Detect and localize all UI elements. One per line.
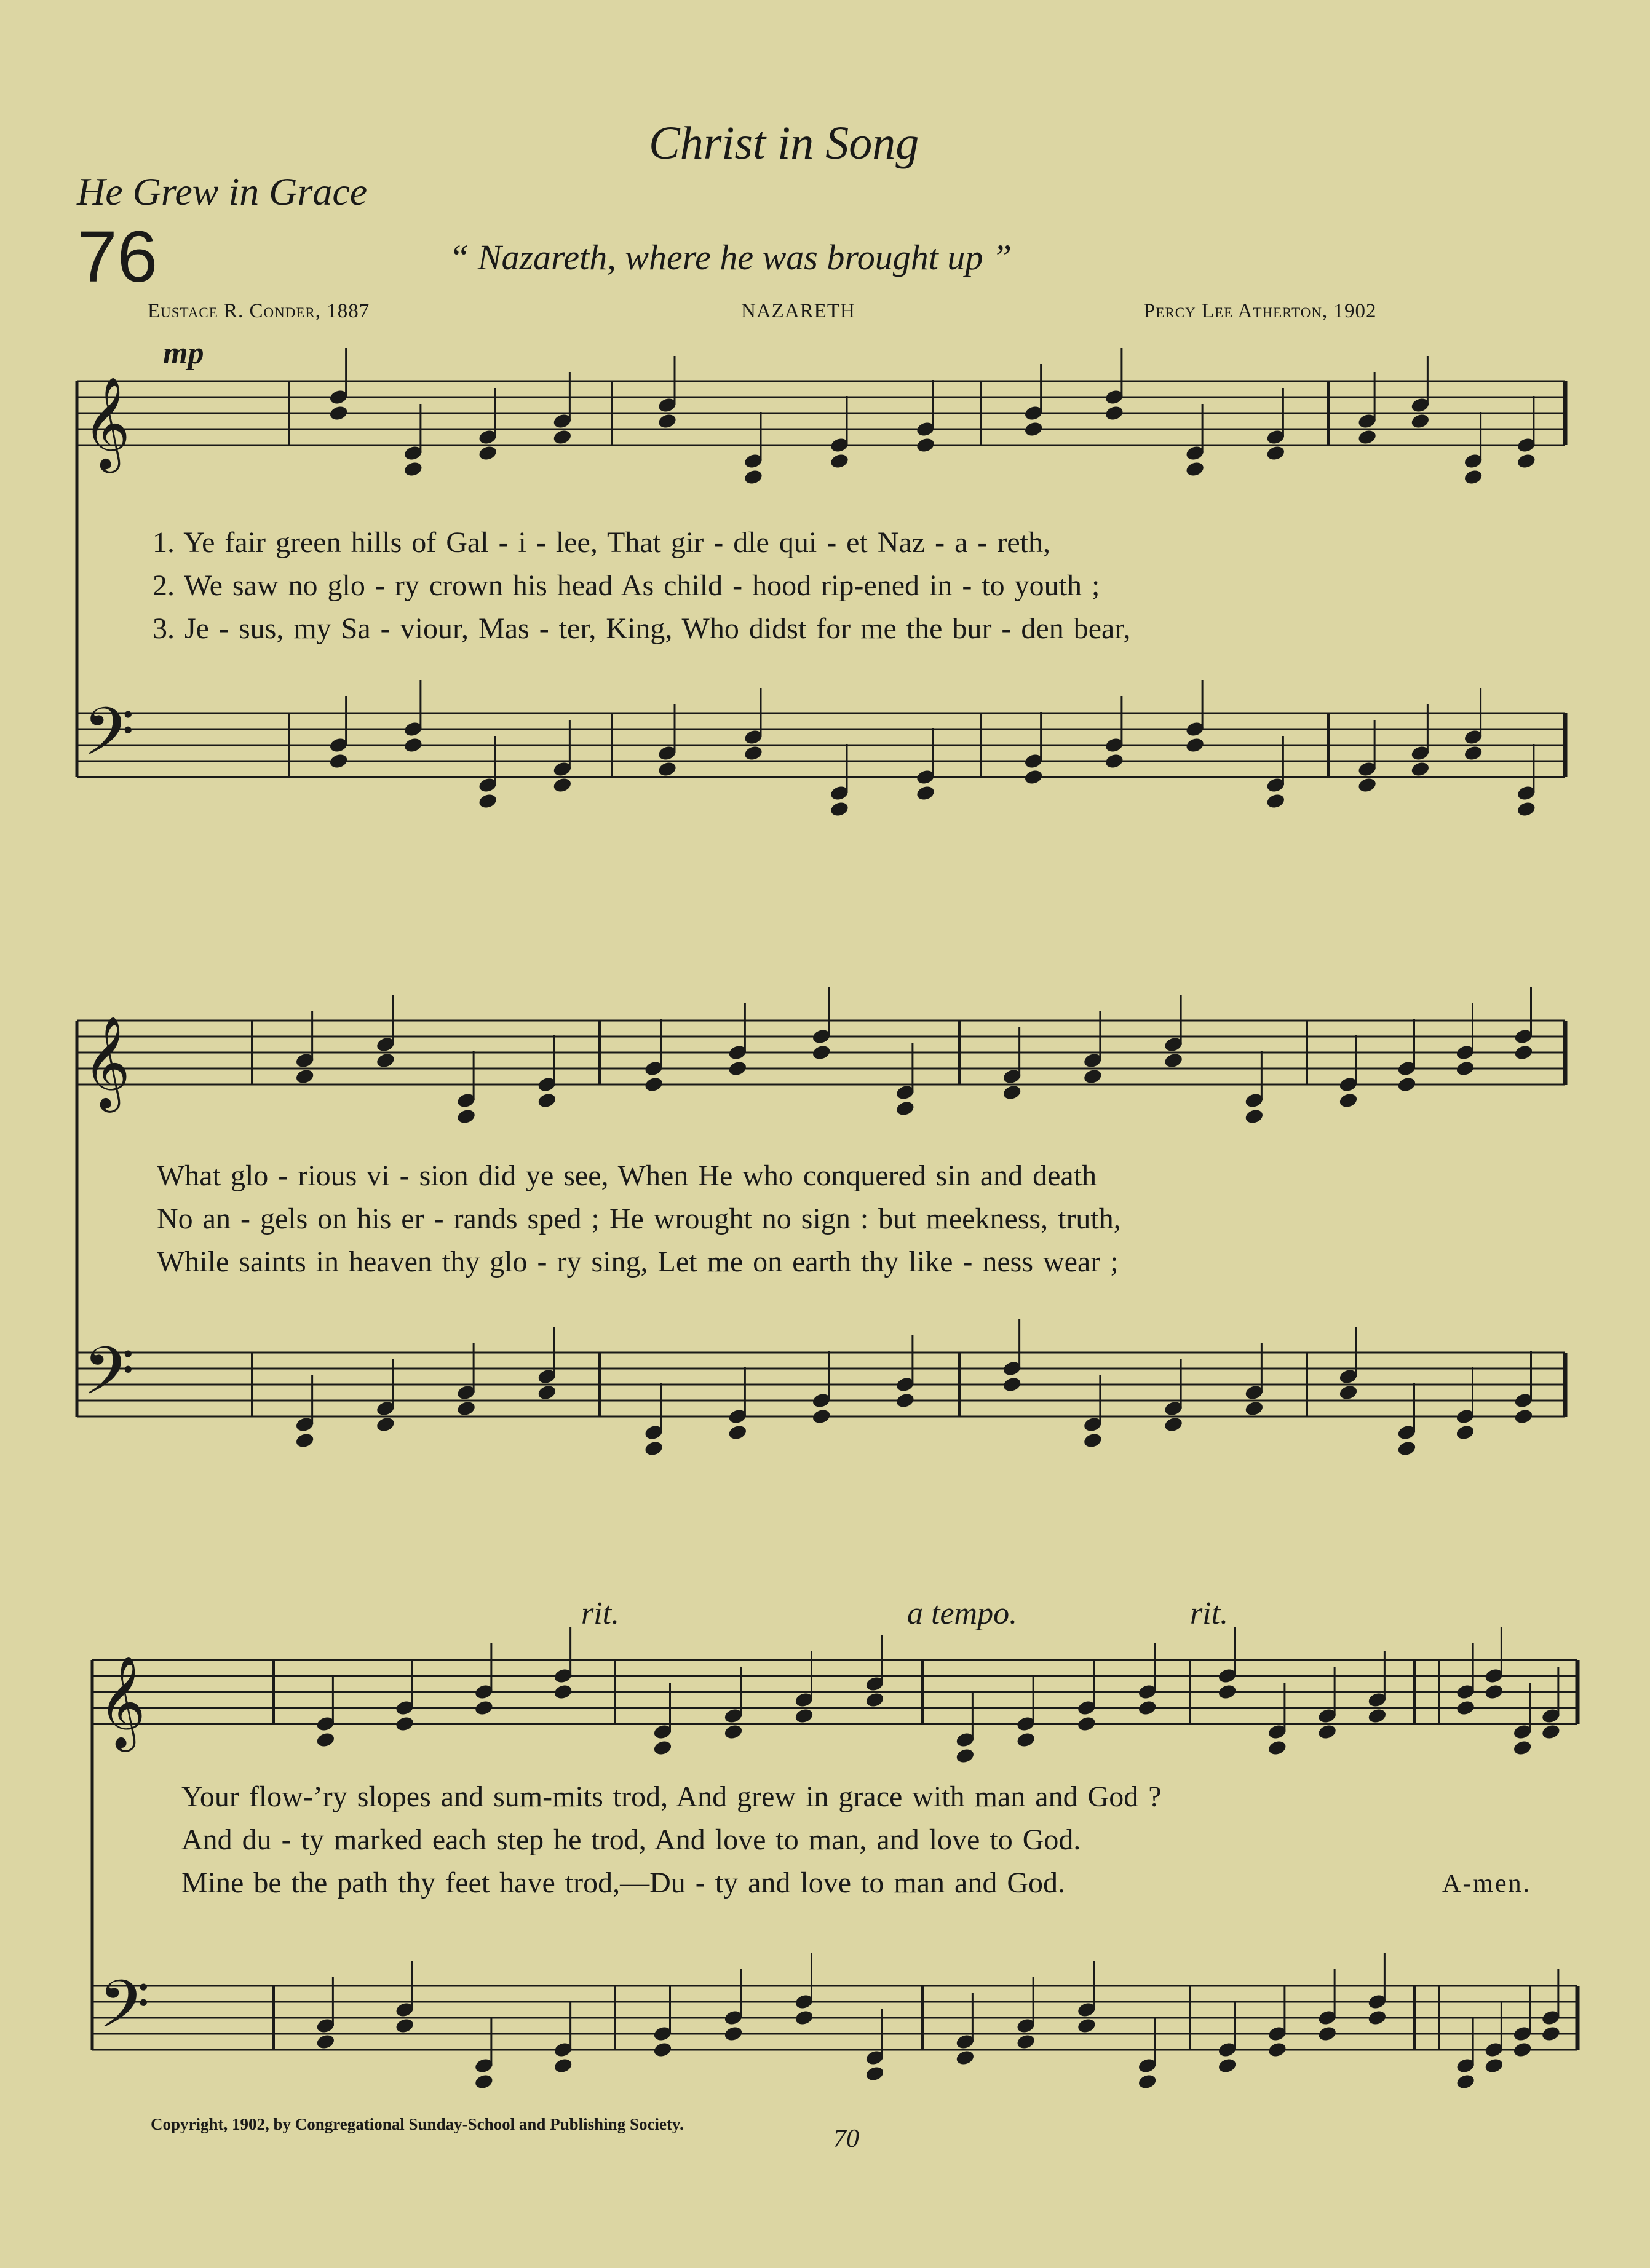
note-head: [915, 784, 935, 802]
verse-line-1: Your flow-’ry slopes and sum-mits trod, And grew in grace with man and God ?: [181, 1780, 1162, 1813]
note-head: [728, 1424, 748, 1441]
note-head: [1217, 1683, 1237, 1701]
note-head: [552, 776, 573, 794]
composer-credit: Percy Lee Atherton, 1902: [1144, 300, 1377, 322]
note-head: [1397, 1076, 1417, 1093]
note-head: [1512, 1739, 1533, 1756]
note-head: [1016, 1731, 1036, 1748]
note-head: [1516, 452, 1536, 470]
note-head: [915, 437, 935, 454]
note-head: [723, 2025, 744, 2042]
note-head: [829, 452, 849, 470]
note-head: [1513, 1408, 1534, 1425]
note-head: [1266, 792, 1286, 810]
note-head: [1076, 1715, 1097, 1733]
note-head: [1513, 1044, 1534, 1061]
author-credit: Eustace R. Conder, 1887: [148, 300, 370, 322]
note-head: [1455, 1424, 1475, 1441]
note-head: [1367, 2009, 1387, 2026]
note-head: [829, 800, 849, 818]
note-head: [1217, 2057, 1237, 2074]
note-head: [395, 1715, 415, 1733]
note-head: [1267, 2041, 1287, 2058]
verse-line-2: 2. We saw no glo - ry crown his head As child - hood rip-ened in - to youth ;: [153, 569, 1100, 602]
verse-line-3: 3. Je - sus, my Sa - viour, Mas - ter, King, Who didst for me the bur - den bear,: [153, 612, 1131, 645]
hymn-number: 76: [77, 216, 158, 298]
scripture-quote: “ Nazareth, where he was brought up ”: [449, 237, 1012, 277]
tempo-mark-a-tempo: a tempo.: [907, 1596, 1018, 1631]
note-head: [395, 2017, 415, 2034]
note-head: [403, 460, 423, 478]
note-head: [375, 1416, 395, 1433]
note-head: [315, 2033, 336, 2050]
note-head: [1266, 445, 1286, 462]
note-head: [295, 1068, 315, 1085]
note-head: [865, 1691, 885, 1709]
note-head: [478, 792, 498, 810]
note-head: [1512, 2041, 1533, 2058]
note-head: [1410, 761, 1430, 778]
note-head: [865, 2065, 885, 2082]
note-head: [1338, 1092, 1358, 1109]
note-head: [1338, 1384, 1358, 1401]
note-head: [1484, 1683, 1504, 1701]
note-head: [1267, 1739, 1287, 1756]
note-head: [955, 1747, 975, 1764]
note-head: [657, 413, 677, 430]
note-head: [1357, 429, 1378, 446]
note-head: [456, 1108, 477, 1125]
tune-name: NAZARETH: [741, 300, 855, 322]
note-head: [1317, 2025, 1338, 2042]
verse-line-2: No an - gels on his er - rands sped ; He wrought no sign : but meekness, truth,: [157, 1203, 1121, 1235]
note-head: [328, 405, 349, 422]
note-head: [1023, 769, 1044, 786]
treble-clef-icon: 𝄞: [83, 1015, 130, 1108]
note-head: [644, 1440, 664, 1457]
note-head: [552, 429, 573, 446]
note-head: [1002, 1376, 1022, 1393]
treble-clef-icon: 𝄞: [98, 1654, 146, 1748]
note-head: [794, 2009, 814, 2026]
page-number: 70: [833, 2125, 859, 2153]
note-head: [1244, 1108, 1264, 1125]
note-head: [1244, 1400, 1264, 1417]
amen-text: A-men.: [1442, 1870, 1532, 1898]
note-head: [553, 2057, 573, 2074]
note-head: [657, 761, 677, 778]
note-head: [811, 1044, 831, 1061]
note-head: [1104, 405, 1124, 422]
note-head: [474, 1699, 494, 1717]
note-head: [456, 1400, 477, 1417]
note-head: [723, 1723, 744, 1741]
note-head: [895, 1392, 915, 1409]
note-head: [1164, 1052, 1184, 1069]
verse-line-1: What glo - rious vi - sion did ye see, When He who conquered sin and death: [157, 1160, 1097, 1192]
note-head: [1076, 2017, 1097, 2034]
note-head: [1357, 776, 1378, 794]
note-head: [1367, 1707, 1387, 1725]
note-head: [652, 1739, 673, 1756]
note-head: [955, 2049, 975, 2066]
dynamic-mark: mp: [163, 336, 204, 371]
note-head: [295, 1432, 315, 1449]
bass-clef-icon: 𝄢: [98, 1966, 150, 2059]
verse-line-3: While saints in heaven thy glo - ry sing, Let me on earth thy like - ness wear ;: [157, 1246, 1119, 1278]
note-head: [375, 1052, 395, 1069]
note-head: [553, 1683, 573, 1701]
note-head: [1082, 1432, 1103, 1449]
note-head: [743, 745, 763, 762]
bass-clef-icon: 𝄢: [83, 1332, 135, 1426]
note-head: [1185, 460, 1205, 478]
note-head: [652, 2041, 673, 2058]
note-head: [728, 1060, 748, 1077]
note-head: [1541, 1723, 1561, 1741]
note-head: [1463, 745, 1483, 762]
note-head: [474, 2073, 494, 2090]
note-head: [794, 1707, 814, 1725]
note-head: [1002, 1084, 1022, 1101]
note-head: [537, 1384, 557, 1401]
note-head: [1456, 1699, 1476, 1717]
verse-line-3: Mine be the path thy feet have trod,—Du - ty and love to man and God.: [181, 1867, 1065, 1899]
note-head: [537, 1092, 557, 1109]
verse-line-1: 1. Ye fair green hills of Gal - i - lee, That gir - dle qui - et Naz - a - reth,: [153, 526, 1050, 559]
note-head: [743, 468, 763, 486]
note-head: [1137, 2073, 1157, 2090]
bass-clef-icon: 𝄢: [83, 693, 135, 786]
note-head: [1185, 737, 1205, 754]
note-head: [1137, 1699, 1157, 1717]
note-head: [315, 1731, 336, 1748]
treble-clef-icon: 𝄞: [83, 376, 130, 469]
tempo-mark-rit: rit.: [581, 1596, 620, 1631]
note-head: [1016, 2033, 1036, 2050]
note-head: [811, 1408, 831, 1425]
note-head: [1082, 1068, 1103, 1085]
note-head: [1164, 1416, 1184, 1433]
note-head: [1023, 421, 1044, 438]
note-head: [328, 753, 349, 770]
hymn-title: He Grew in Grace: [77, 170, 368, 213]
note-head: [1317, 1723, 1338, 1741]
note-head: [1455, 1060, 1475, 1077]
note-head: [1456, 2073, 1476, 2090]
tempo-mark-rit: rit.: [1190, 1596, 1229, 1631]
note-head: [1397, 1440, 1417, 1457]
verse-line-2: And du - ty marked each step he trod, And love to man, and love to God.: [181, 1823, 1081, 1856]
note-head: [1463, 468, 1483, 486]
note-head: [478, 445, 498, 462]
note-head: [1410, 413, 1430, 430]
note-head: [1104, 753, 1124, 770]
copyright-notice: Copyright, 1902, by Congregational Sunday-School and Publishing Society.: [151, 2115, 684, 2133]
note-head: [895, 1100, 915, 1117]
note-head: [403, 737, 423, 754]
note-head: [1516, 800, 1536, 818]
book-title: Christ in Song: [649, 117, 919, 169]
note-head: [644, 1076, 664, 1093]
note-head: [1484, 2057, 1504, 2074]
note-head: [1541, 2025, 1561, 2042]
